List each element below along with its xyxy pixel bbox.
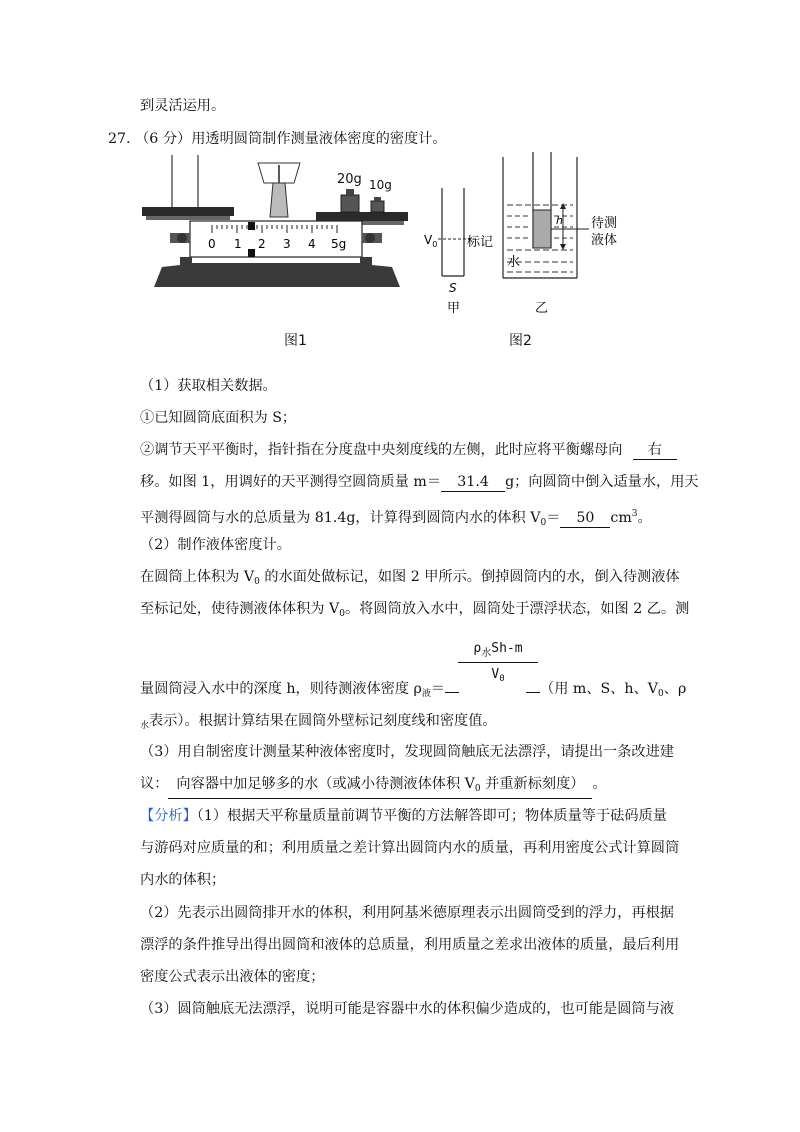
part3-line1: （3）用自制密度计测量某种液体密度时，发现圆筒触底无法漂浮，请提出一条改进建: [140, 744, 674, 760]
v0-subscript: 0: [540, 518, 547, 528]
part1-title: （1）获取相关数据。: [140, 378, 277, 394]
analysis-line6: 密度公式表示出液体的密度；: [140, 969, 325, 985]
mark-label: 标记: [467, 235, 494, 250]
part1-item2-line3: [140, 504, 652, 533]
part1-item2d-text: 平测得圆筒与水的总质量为 81.4g，计算得到圆筒内水的体积 V: [140, 510, 541, 526]
blank-right: [526, 692, 540, 693]
part2-line4: [140, 711, 497, 736]
rider: [248, 222, 255, 230]
question-score: （6 分）: [135, 131, 192, 147]
part2-p2b: 。将圆筒放入水中，圆筒处于漂浮状态，如图 2 乙。测: [344, 601, 690, 617]
analysis-line5: 漂浮的条件推导出得出圆筒和液体的总质量，利用质量之差求出液体的质量，最后利用: [140, 937, 680, 953]
part2-p1b: 的水面处做标记，如图 2 甲所示。倒掉圆筒内的水，倒入待测液体: [259, 569, 680, 585]
weight-20g-label: 20g: [337, 172, 362, 187]
figure1-balance: [140, 155, 425, 295]
part2-title: （2）制作液体密度计。: [140, 537, 291, 553]
part2-p2-sub: 0: [339, 609, 345, 619]
unit-exponent: 3: [631, 509, 638, 519]
analysis-line2: 与游码对应质量的和；利用质量之差计算出圆筒内水的质量，再利用密度公式计算圆筒: [140, 840, 680, 856]
analysis-tag: 【分析】: [140, 808, 197, 824]
part2-p3c-end: 、ρ: [663, 681, 687, 697]
scale-tick-1: 1: [234, 237, 242, 251]
yi-label: 乙: [535, 301, 549, 316]
figure1-caption: 图1: [284, 333, 307, 349]
part2-p2: 至标记处，使待测液体体积为 V: [140, 601, 340, 617]
blank-left: [445, 692, 459, 693]
question-stem: [108, 129, 447, 149]
part2-p4-sub: 水: [140, 721, 150, 731]
part2-line1: [140, 567, 680, 592]
improvement-answer: 向容器中加足够多的水（或减小待测液体体积 $V_0$ 并重新标刻度）: [168, 775, 592, 799]
figure2-jia: [420, 180, 500, 320]
part2-line2: [140, 599, 689, 624]
fraction-denominator: $V_0$: [491, 667, 505, 684]
volume-answer: 50: [560, 509, 610, 528]
h-label: h: [556, 214, 563, 227]
fraction-numerator: $\rho_水Sh-m$: [473, 641, 523, 659]
intro-line: 到灵活运用。: [140, 98, 226, 114]
analysis-line3: 内水的体积；: [140, 872, 226, 888]
figure2-caption: 图2: [509, 333, 532, 349]
analysis-a1: （1）根据天平称量质量前调节平衡的方法解答即可；物体质量等于砝码质量: [196, 808, 667, 824]
mass-answer: 31.4: [441, 473, 505, 492]
scale-tick-2: 2: [258, 237, 266, 251]
scale-tick-3: 3: [283, 237, 291, 251]
water-label: 水: [507, 255, 521, 270]
part2-p1: 在圆筒上体积为 V: [140, 569, 255, 585]
part2-p3b: ＝: [430, 681, 446, 697]
part1-item2-line1: [140, 440, 677, 460]
part1-item2b-text: 移。如图 1，用调好的天平测得空圆筒质量 m＝: [140, 474, 442, 490]
period: 。: [637, 510, 652, 526]
volume-unit: cm: [610, 510, 632, 526]
liquid-label-1: 待测: [591, 216, 618, 231]
part1-item2c-text: g；向圆筒中倒入适量水，用天: [505, 474, 699, 490]
scale-tick-0: 0: [208, 237, 216, 251]
part1-item1: ①已知圆筒底面积为 S；: [140, 410, 297, 426]
scale-tick-4: 4: [308, 237, 316, 251]
part3-prefix: 议：: [140, 776, 169, 792]
analysis-line7: （3）圆筒触底无法漂浮，说明可能是容器中水的体积偏少造成的，也可能是圆筒与液: [140, 1001, 674, 1017]
part2-p4: 表示）。根据计算结果在圆筒外壁标记刻度线和密度值。: [149, 713, 497, 729]
s-label: S: [449, 281, 457, 295]
part2-line3-right: [526, 679, 686, 704]
equals-sign: ＝: [546, 510, 561, 526]
jia-label: 甲: [447, 301, 461, 316]
figure2-yi: [495, 152, 665, 322]
weight-10g-label: 10g: [369, 178, 392, 192]
scale-tick-5: 5g: [331, 237, 347, 251]
part3-end: 。: [592, 776, 607, 792]
v0-label: $V_0$: [424, 233, 438, 249]
liquid-label-2: 液体: [591, 233, 618, 248]
analysis-line1: [140, 806, 667, 826]
part2-p3a: 量圆筒浸入水中的深度 h，则待测液体密度 ρ: [140, 681, 422, 697]
part2-p3c-sub: 0: [658, 689, 664, 699]
part2-line3: [140, 679, 459, 704]
part1-item2-line2: [140, 472, 699, 492]
part1-item2-text: ②调节天平平衡时，指针指在分度盘中央刻度线的左侧，此时应将平衡螺母向: [140, 442, 623, 458]
part2-p1-sub: 0: [254, 577, 260, 587]
question-number: 27.: [108, 131, 131, 147]
direction-answer: 右: [633, 441, 677, 460]
analysis-line4: （2）先表示出圆筒排开水的体积，利用阿基米德原理表示出圆筒受到的浮力，再根据: [140, 905, 674, 921]
part2-p3-sub: 液: [421, 689, 431, 699]
part2-p3c: （用 m、S、h、V: [540, 681, 659, 697]
question-text: 用透明圆筒制作测量液体密度的密度计。: [191, 131, 447, 147]
part3-line2: [140, 774, 607, 799]
